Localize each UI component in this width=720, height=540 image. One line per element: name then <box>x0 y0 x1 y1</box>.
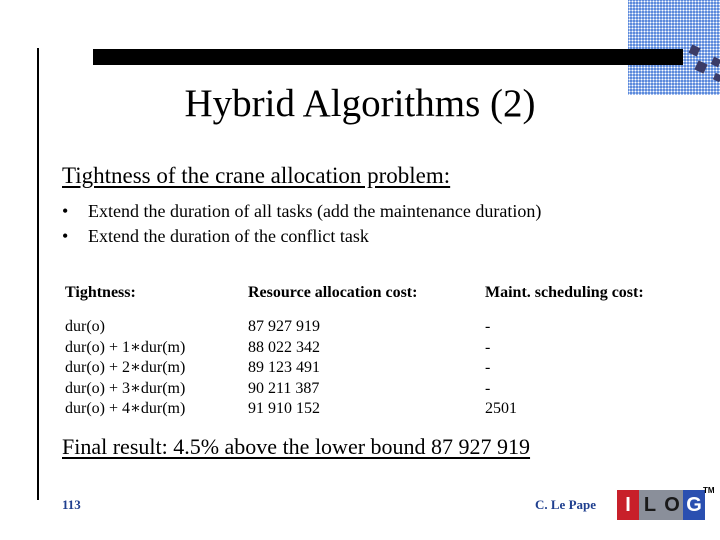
column-header-maint-cost: Maint. scheduling cost: <box>485 284 644 301</box>
decorative-square <box>694 60 707 73</box>
column-header-resource-cost: Resource allocation cost: <box>248 284 418 301</box>
maint-cost-column <box>485 317 517 420</box>
decorative-square <box>689 45 701 57</box>
tightness-column <box>65 317 185 420</box>
table-cell: 88 022 342 <box>248 338 320 356</box>
table-cell: - <box>485 318 491 335</box>
final-result: Final result: 4.5% above the lower bound 87 927 919 <box>62 434 531 459</box>
logo-letter-o: O <box>661 490 683 520</box>
table-cell: dur(o) + 4∗dur(m) <box>65 400 186 418</box>
header-bar <box>93 49 683 65</box>
logo-letter-l: L <box>639 490 661 520</box>
author: C. Le Pape <box>535 497 597 512</box>
table-cell: dur(o) + 2∗dur(m) <box>65 359 186 377</box>
table-cell: - <box>485 359 491 377</box>
logo-letter-i: I <box>617 490 639 520</box>
table-cell: - <box>485 379 491 397</box>
bullet-item <box>62 199 541 224</box>
table-cell: 91 910 152 <box>248 400 320 418</box>
decorative-square <box>711 57 720 68</box>
bullet-icon: • <box>62 201 69 221</box>
table-cell: 89 123 491 <box>248 359 320 377</box>
bullet-icon: • <box>62 226 69 246</box>
bullet-text: Extend the duration of all tasks (add the maintenance duration) <box>88 201 542 221</box>
bullet-item <box>62 224 541 249</box>
table-cell: 87 927 919 <box>248 318 320 335</box>
bullet-text: Extend the duration of the conflict task <box>88 226 369 246</box>
table-cell: dur(o) + 1∗dur(m) <box>65 338 186 356</box>
logo-letter-g: G <box>683 490 705 520</box>
bullet-list <box>62 199 541 249</box>
table-cell: - <box>485 338 491 356</box>
page-number: 113 <box>62 497 81 512</box>
table-cell: 90 211 387 <box>248 379 320 397</box>
table-cell: dur(o) <box>65 318 105 335</box>
ilog-logo <box>617 486 717 526</box>
table-cell: 2501 <box>485 400 517 418</box>
table-cell: dur(o) + 3∗dur(m) <box>65 379 186 397</box>
resource-cost-column <box>248 317 320 420</box>
trademark-mark: TM <box>703 486 715 495</box>
slide-title: Hybrid Algorithms (2) <box>184 82 536 125</box>
column-header-tightness: Tightness: <box>65 284 136 301</box>
section-heading: Tightness of the crane allocation problem: <box>62 163 451 188</box>
